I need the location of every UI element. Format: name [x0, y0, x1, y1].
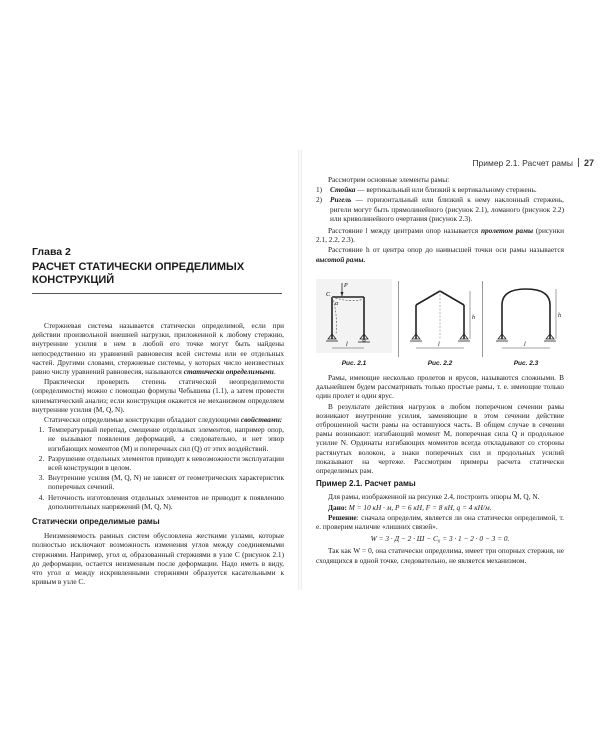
- list-item: 2. Разрушение отдельных элементов приводит к невозможности эксплуатации всей конструкции в целом.: [46, 454, 284, 472]
- figures-row: [316, 279, 564, 367]
- example-heading: Пример 2.1. Расчет рамы: [316, 479, 416, 489]
- figure-caption: Рис. 2.2: [427, 360, 453, 367]
- frame-gable-diagram: [402, 279, 478, 353]
- figure-2-3: [488, 279, 564, 367]
- chapter-title: РАСЧЕТ СТАТИЧЕСКИ ОПРЕДЕЛИМЫХ КОНСТРУКЦИЙ: [32, 261, 245, 286]
- right-page: [302, 158, 594, 578]
- properties-intro: Статически определимые конструкции обладают следующими свойствами:: [44, 415, 283, 425]
- frame-forces-section: [316, 373, 564, 566]
- list-item: 1. Температурный перепад, смещение отдельных элементов, например опор, не вызывают появления деформаций, а следовательно, и нет эпюр изгибающих моментов (M) и поперечных сил (Q) от этих воздействий.: [46, 425, 284, 453]
- header-separator: [578, 158, 579, 167]
- given-values: Дано: M = 10 кН · м, P = 6 кН, F = 8 кН, q = 4 кН/м.: [328, 502, 492, 512]
- figure-caption: Рис. 2.1: [341, 360, 367, 367]
- label-alpha: α: [335, 301, 339, 307]
- label-l: l: [346, 342, 348, 348]
- term-properties: свойствами:: [240, 415, 283, 425]
- figure-2-2: [402, 279, 478, 367]
- left-body-text: [32, 321, 284, 587]
- list-item: 1) Стойка — вертикальный или близкий к вертикальному стержень.: [316, 185, 537, 195]
- label-l: l: [524, 342, 526, 348]
- label-h: h: [558, 313, 561, 319]
- frame-elements-section: [316, 175, 564, 265]
- figure-caption: Рис. 2.3: [513, 360, 539, 367]
- example-task: Для рамы, изображенной на рисунке 2.4, построить эпюры M, Q, N.: [328, 492, 540, 502]
- height-definition: Расстояние h от центра опор до наивысшей точки оси рамы называется высотой рамы.: [316, 245, 564, 264]
- conclusion-paragraph: Так как W = 0, она статически определима, имеет три опорных стержня, не сходящихся в одной точке, следовательно, не является механизмом.: [316, 546, 564, 565]
- definition-paragraph: Стержневая система называется статически определимой, если при действии произвольной внешней нагрузки, приложенной к любому стержню, внутренние усилия в нем в любой его точке могут быть найдены непосредственно из уравнений равновесия всей системы или ее отдельных частей. Другими словами, стержневые системы, у которых число неизвестных равно числу уравнений равновесия, называются статически определимыми.: [32, 321, 284, 377]
- subheading-frames: Статически определимые рамы: [32, 517, 160, 527]
- running-header: [472, 158, 594, 168]
- complex-frames-paragraph: Рамы, имеющие несколько пролетов и ярусов, называются сложными. В дальнейшем будем рассматривать только простые рамы, т. е. имеющие только один пролет и один ярус.: [316, 373, 564, 401]
- elements-intro: Рассмотрим основные элементы рамы:: [328, 175, 450, 184]
- figure-divider: [482, 281, 483, 357]
- chapter-label: Глава 2: [32, 246, 71, 258]
- label-c: C: [326, 292, 331, 298]
- label-h: h: [472, 315, 475, 321]
- internal-forces-paragraph: В результате действия нагрузок в любом поперечном сечении рамы возникают внутренние усилия, заменяющие в этом сечении действие отброшенной части рамы на оставшуюся часть. В общем случае в сечении рамы возникают: изгибающий момент M, поперечная сила Q и продольное усилие N. Ординаты изгибающих моментов всегда откладывают со стороны растянутых волокон, а знаки поперечных сил и продольных усилий показывают на чертеже. Рассмотрим примеры расчета статически определимых рам.: [316, 401, 564, 476]
- frame-arched-diagram: [488, 279, 564, 353]
- span-definition: Расстояние l между центрами опор называется пролетом рамы (рисунки 2.1, 2.2, 2.3).: [316, 226, 565, 245]
- left-page: [6, 158, 298, 587]
- label-l: l: [438, 342, 440, 348]
- list-item: 2) Ригель — горизонтальный или близкий к нему наклонный стержень, ригели могут быть прямолинейного (рисунок 2.1), ломаного (рисунок 2.2) или криволинейного очертания (рисунок 2.3).: [316, 195, 564, 223]
- solution-text: Решение: сначала определим, является ли она статически определимой, т. е. проверим наличие «лишних связей».: [316, 512, 564, 532]
- figure-divider: [398, 281, 399, 357]
- list-item: 4. Неточность изготовления отдельных элементов не приводит к появлению дополнительных напряжений (M, Q, N).: [46, 493, 284, 511]
- frames-paragraph: Неизменяемость рамных систем обусловлена жесткими узлами, которые полностью исключают возможность изменения углов между соединяемыми стержнями. Например, угол α, образованный стержнями в узле C (рисунок 2.1) до деформации, остается неизменным после деформации. Надо иметь в виду, что угол α между искривленными стержнями образуется касательными к кривым в узле C.: [32, 531, 284, 587]
- list-item: 3. Внутренние усилия (M, Q, N) не зависят от геометрических характеристик поперечных сечений.: [46, 473, 284, 491]
- elements-list: [316, 185, 564, 223]
- chapter-divider: [32, 293, 282, 294]
- figure-2-1: [316, 279, 392, 367]
- label-p: P: [344, 283, 348, 289]
- term-statically-determinate: статически определимыми: [183, 367, 274, 377]
- frame-rigid-diagram: [316, 279, 392, 353]
- chebyshev-formula: W = 3 · Д − 2 · Ш − С₀ = 3 · 1 − 2 · 0 − 3 = 0.: [370, 534, 510, 544]
- check-paragraph: Практически проверить степень статической неопределимости (определимости) можно с помощью формулы Чебышева (1.1), а затем провести кинематический анализ; если конструкция окажется не механизмом определяем внутренние усилия (M, Q, N).: [32, 377, 284, 414]
- running-header-title: Пример 2.1. Расчет рамы: [472, 158, 573, 168]
- properties-list: [32, 425, 284, 511]
- page-number: 27: [583, 158, 594, 168]
